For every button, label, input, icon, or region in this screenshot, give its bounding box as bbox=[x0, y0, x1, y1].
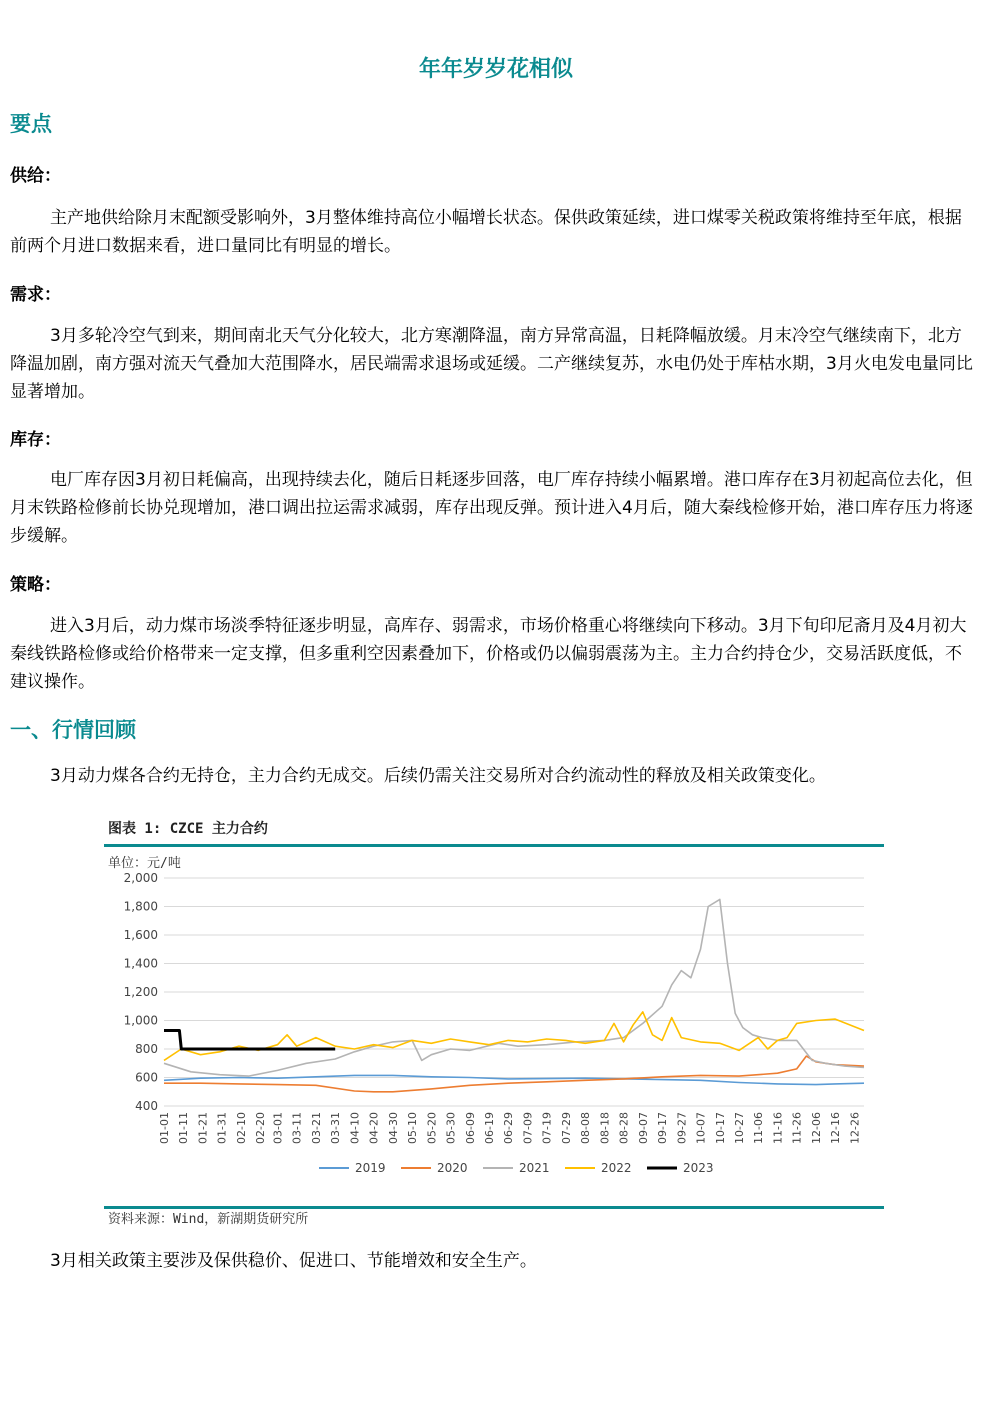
line-chart bbox=[104, 866, 884, 1206]
figure-unit: 单位：元/吨 bbox=[108, 856, 181, 871]
x-tick-label: 03-01 bbox=[271, 1112, 285, 1144]
x-tick-label: 06-19 bbox=[483, 1112, 496, 1144]
x-tick-label: 04-10 bbox=[348, 1112, 362, 1144]
x-tick-label: 07-29 bbox=[559, 1112, 573, 1144]
x-tick-label: 11-06 bbox=[752, 1112, 766, 1144]
market-review-heading: 一、行情回顾 bbox=[10, 718, 136, 742]
market-review-paragraph: 3月动力煤各合约无持仓，主力合约无成交。后续仍需关注交易所对合约流动性的释放及相关政策变化。 bbox=[50, 766, 826, 786]
y-tick-label: 600 bbox=[135, 1070, 158, 1085]
x-tick-label: 10-07 bbox=[694, 1112, 708, 1144]
x-tick-label: 05-30 bbox=[444, 1112, 458, 1144]
x-tick-label: 12-16 bbox=[829, 1112, 843, 1144]
x-tick-label: 03-31 bbox=[329, 1112, 343, 1144]
x-tick-label: 05-20 bbox=[425, 1112, 439, 1144]
inventory-heading: 库存： bbox=[10, 430, 61, 450]
figure-title: 图表 1: CZCE 主力合约 bbox=[108, 821, 268, 837]
x-tick-label: 06-29 bbox=[502, 1112, 516, 1144]
x-tick-label: 02-20 bbox=[254, 1112, 268, 1144]
x-tick-label: 11-16 bbox=[771, 1112, 785, 1144]
x-tick-label: 07-19 bbox=[540, 1112, 554, 1144]
x-tick-label: 10-27 bbox=[733, 1112, 746, 1144]
y-tick-label: 1,600 bbox=[123, 928, 158, 942]
x-tick-label: 01-01 bbox=[158, 1112, 171, 1144]
policy-paragraph: 3月相关政策主要涉及保供稳价、促进口、节能增效和安全生产。 bbox=[50, 1251, 537, 1271]
legend-label-2022: 2022 bbox=[601, 1161, 632, 1175]
x-tick-label: 08-28 bbox=[617, 1112, 631, 1144]
demand-heading: 需求： bbox=[10, 285, 61, 305]
legend-label-2021: 2021 bbox=[519, 1161, 550, 1175]
series-line-2020 bbox=[164, 1056, 864, 1092]
x-tick-label: 07-09 bbox=[521, 1112, 535, 1144]
legend-label-2020: 2020 bbox=[437, 1161, 468, 1175]
x-tick-label: 06-09 bbox=[463, 1112, 477, 1144]
x-tick-label: 03-11 bbox=[290, 1112, 304, 1144]
demand-paragraph: 3月多轮冷空气到来，期间南北天气分化较大，北方寒潮降温，南方异常高温，日耗降幅放缓。月末冷空气继续南下，北方降温加剧，南方强对流天气叠加大范围降水，居民端需求退场或延缓。二产继续复苏，水电仍处于库枯水期，3月火电发电量同比显著增加。 bbox=[10, 326, 973, 402]
chart-figure bbox=[104, 812, 884, 1230]
y-tick-label: 2,000 bbox=[123, 871, 158, 885]
x-tick-label: 12-26 bbox=[848, 1112, 862, 1144]
x-tick-label: 01-11 bbox=[177, 1112, 191, 1144]
inventory-paragraph: 电厂库存因3月初日耗偏高，出现持续去化，随后日耗逐步回落，电厂库存持续小幅累增。港口库存在3月初起高位去化，但月末铁路检修前长协兑现增加，港口调出拉运需求减弱，库存出现反弹。预计进入4月后，随大秦线检修开始，港口库存压力将逐步缓解。 bbox=[10, 470, 973, 546]
legend-label-2023: 2023 bbox=[683, 1161, 714, 1175]
x-tick-label: 08-08 bbox=[579, 1112, 593, 1144]
x-tick-label: 09-17 bbox=[656, 1112, 670, 1144]
x-tick-label: 01-21 bbox=[196, 1112, 210, 1144]
x-tick-label: 09-07 bbox=[636, 1112, 650, 1144]
x-tick-label: 08-18 bbox=[598, 1112, 612, 1144]
strategy-heading: 策略： bbox=[10, 575, 61, 595]
x-tick-label: 04-30 bbox=[386, 1112, 400, 1144]
key-points-heading: 要点 bbox=[10, 112, 52, 136]
figure-source: 资料来源：Wind，新湖期货研究所 bbox=[108, 1212, 309, 1227]
x-tick-label: 11-26 bbox=[790, 1112, 804, 1144]
figure-top-rule bbox=[104, 844, 884, 847]
y-tick-label: 1,400 bbox=[123, 956, 158, 971]
supply-paragraph: 主产地供给除月末配额受影响外，3月整体维持高位小幅增长状态。保供政策延续，进口煤零关税政策将维持至年底，根据前两个月进口数据来看，进口量同比有明显的增长。 bbox=[10, 208, 962, 256]
y-tick-label: 400 bbox=[135, 1099, 158, 1113]
y-tick-label: 1,800 bbox=[123, 899, 158, 914]
x-tick-label: 09-27 bbox=[675, 1112, 689, 1144]
strategy-paragraph: 进入3月后，动力煤市场淡季特征逐步明显，高库存、弱需求，市场价格重心将继续向下移动。3月下旬印尼斋月及4月初大秦线铁路检修或给价格带来一定支撑，但多重利空因素叠加下，价格或仍以偏弱震荡为主。主力合约持仓少，交易活跃度低，不建议操作。 bbox=[10, 616, 967, 692]
x-tick-label: 04-20 bbox=[367, 1112, 381, 1144]
legend-label-2019: 2019 bbox=[355, 1161, 386, 1175]
document-title: 年年岁岁花相似 bbox=[418, 57, 573, 82]
x-tick-label: 10-17 bbox=[713, 1112, 727, 1144]
y-tick-label: 1,000 bbox=[123, 1013, 158, 1028]
x-tick-label: 03-21 bbox=[309, 1112, 323, 1144]
x-tick-label: 02-10 bbox=[234, 1112, 248, 1144]
x-tick-label: 05-10 bbox=[406, 1112, 420, 1144]
x-tick-label: 12-06 bbox=[809, 1112, 823, 1144]
x-tick-label: 01-31 bbox=[215, 1112, 229, 1144]
y-tick-label: 800 bbox=[135, 1042, 158, 1056]
supply-heading: 供给： bbox=[10, 166, 61, 186]
y-tick-label: 1,200 bbox=[123, 985, 158, 999]
